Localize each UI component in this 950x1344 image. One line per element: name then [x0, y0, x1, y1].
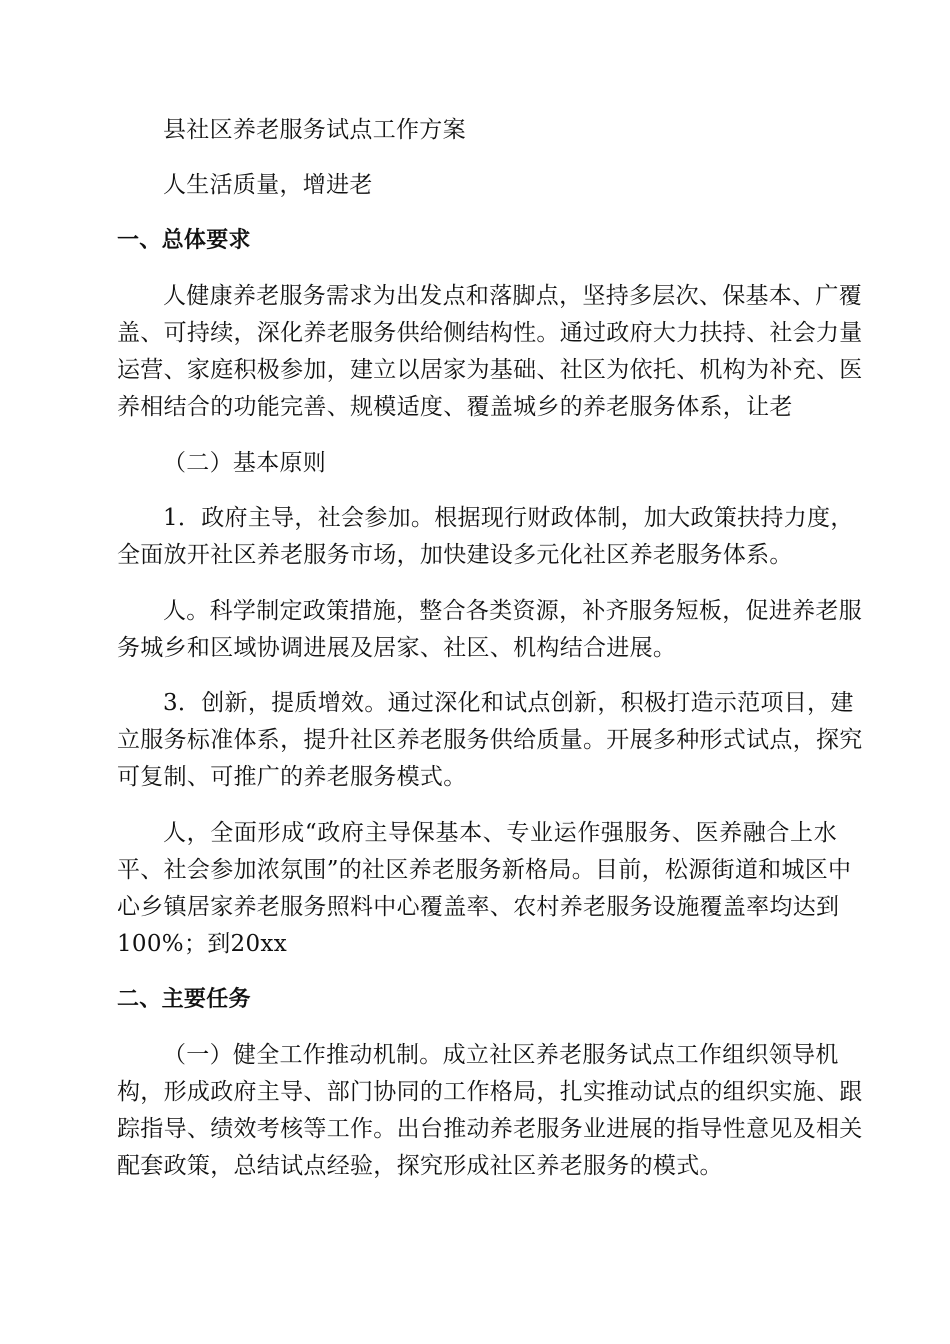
paragraph-line: 养相结合的功能完善、规模适度、覆盖城乡的养老服务体系，让老	[117, 394, 793, 420]
paragraph-line: 100%；到20xx	[117, 931, 287, 957]
section-heading-main-tasks: 二、主要任务	[117, 987, 251, 1012]
section-heading-overall-requirements: 一、总体要求	[117, 228, 251, 253]
paragraph-line: 构，形成政府主导、部门协同的工作格局，扎实推动试点的组织实施、跟	[117, 1079, 863, 1105]
paragraph-line: 务城乡和区域协调进展及居家、社区、机构结合进展。	[117, 635, 677, 661]
subheading-basic-principles: （二）基本原则	[163, 450, 327, 476]
paragraph-line: 全面放开社区养老服务市场，加快建设多元化社区养老服务体系。	[117, 542, 793, 568]
paragraph-line: （一）健全工作推动机制。成立社区养老服务试点工作组织领导机	[163, 1042, 839, 1068]
intro-text: 人生活质量，增进老	[163, 172, 373, 198]
paragraph-line: 盖、可持续，深化养老服务供给侧结构性。通过政府大力扶持、社会力量	[117, 320, 863, 346]
paragraph-line: 平、社会参加浓氛围”的社区养老服务新格局。目前，松源街道和城区中	[117, 857, 852, 883]
paragraph-line: 1．政府主导，社会参加。根据现行财政体制，加大政策扶持力度，	[163, 505, 854, 531]
paragraph-line: 立服务标准体系，提升社区养老服务供给质量。开展多种形式试点，探究	[117, 727, 863, 753]
paragraph-line: 运营、家庭积极参加，建立以居家为基础、社区为依托、机构为补充、医	[117, 357, 863, 383]
paragraph-line: 配套政策，总结试点经验，探究形成社区养老服务的模式。	[117, 1153, 723, 1179]
paragraph-line: 心乡镇居家养老服务照料中心覆盖率、农村养老服务设施覆盖率均达到	[117, 894, 840, 920]
paragraph-line: 3．创新，提质增效。通过深化和试点创新，积极打造示范项目，建	[163, 690, 854, 716]
document-title: 县社区养老服务试点工作方案	[163, 117, 466, 143]
paragraph-line: 可复制、可推广的养老服务模式。	[117, 764, 467, 790]
paragraph-line: 人健康养老服务需求为出发点和落脚点，坚持多层次、保基本、广覆	[163, 283, 862, 309]
paragraph-line: 人。科学制定政策措施，整合各类资源，补齐服务短板，促进养老服	[163, 598, 862, 624]
paragraph-line: 人，全面形成“政府主导保基本、专业运作强服务、医养融合上水	[163, 820, 837, 846]
paragraph-line: 踪指导、绩效考核等工作。出台推动养老服务业进展的指导性意见及相关	[117, 1116, 863, 1142]
